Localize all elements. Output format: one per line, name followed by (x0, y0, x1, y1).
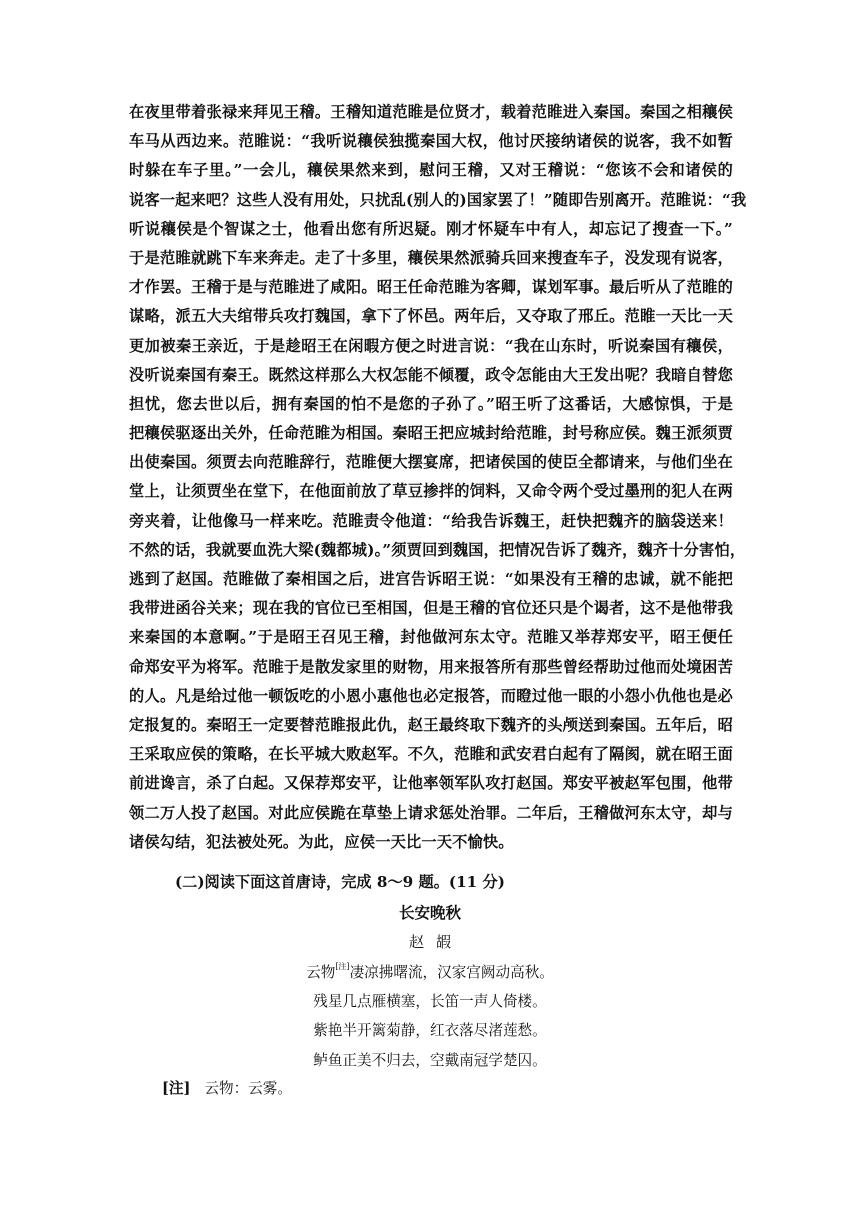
poem-body (0, 958, 860, 1075)
passage-line: 说客一起来吧？这些人没有用处，只扰乱(别人的)国家罢了！”随即告别离开。范睢说：“我 (129, 190, 747, 209)
passage-line: 把穰侯驱逐出关外，任命范睢为相国。秦昭王把应城封给范睢，封号称应侯。魏王派须贾 (129, 424, 733, 443)
passage-line: 在夜里带着张禄来拜见王稽。王稽知道范睢是位贤才，载着范睢进入秦国。秦国之相穰侯 (129, 103, 733, 121)
passage-line: 领二万人投了赵国。对此应侯跪在草垫上请求惩处治罪。二年后，王稽做河东太守，却与 (129, 803, 733, 822)
passage-line: 前进谗言，杀了白起。又保荐郑安平，让他率领军队攻打赵国。郑安平被赵军包围，他带 (129, 774, 733, 793)
footnote (162, 1075, 292, 1103)
translation-passage (129, 98, 747, 857)
passage-line: 诸侯勾结，犯法被处死。为此，应侯一天比一天不愉快。 (129, 832, 514, 851)
passage-line: 的人。凡是给过他一顿饭吃的小恩小惠他也必定报答，而瞪过他一眼的小怨小仇他也是必 (129, 686, 733, 705)
passage-line: 时躲在车子里。”一会儿，穰侯果然来到，慰问王稽，又对王稽说：“您该不会和诸侯的 (129, 161, 733, 180)
passage-line: 逃到了赵国。范睢做了秦相国之后，进宫告诉昭王说：“如果没有王稽的忠诚，就不能把 (129, 570, 733, 588)
poem-line-1-start: 云物 (306, 964, 336, 981)
passage-line: 车马从西边来。范睢说：“我听说穰侯独揽秦国大权，他讨厌接纳诸侯的说客，我不如暂 (129, 132, 733, 151)
passage-line: 王采取应侯的策略，在长平城大败赵军。不久，范睢和武安君白起有了隔阂，就在昭王面 (129, 745, 733, 764)
poem-line-1-rest: 凄凉拂曙流，汉家宫阙动高秋。 (349, 964, 554, 981)
passage-line: 来秦国的本意啊。”于是昭王召见王稽，封他做河东太守。范睢又举荐郑安平，昭王便任 (129, 628, 733, 647)
footnote-marker: [注] (335, 962, 350, 972)
footnote-tag: [注] (162, 1080, 191, 1097)
passage-line: 旁夹着，让他像马一样来吃。范睢责令他道：“给我告诉魏王，赶快把魏齐的脑袋送来！ (129, 511, 733, 530)
passage-line: 才作罢。王稽于是与范睢进了咸阳。昭王任命范睢为客卿，谋划军事。最后听从了范睢的 (129, 278, 733, 297)
passage-line: 出使秦国。须贾去向范睢辞行，范睢便大摆宴席，把诸侯国的使臣全都请来，与他们坐在 (129, 453, 733, 472)
poem-line-1 (0, 958, 860, 987)
footnote-text: 云物：云雾。 (204, 1080, 292, 1097)
passage-line: 没听说秦国有秦王。既然这样那么大权怎能不倾覆，政令怎能由大王发出呢？我暗自替您 (129, 365, 733, 384)
passage-line: 定报复的。秦昭王一定要替范睢报此仇，赵王最终取下魏齐的头颅送到秦国。五年后，昭 (129, 715, 733, 734)
section-heading: (二)阅读下面这首唐诗，完成 8～9 题。(11 分) (175, 873, 505, 891)
poem-line-4: 鲈鱼正美不归去，空戴南冠学楚囚。 (313, 1051, 547, 1069)
passage-line: 听说穰侯是个智谋之士，他看出您有所迟疑。刚才怀疑车中有人，却忘记了搜查一下。” (129, 219, 733, 238)
passage-line: 更加被秦王亲近，于是趁昭王在闲暇方便之时进言说：“我在山东时，听说秦国有穰侯， (129, 336, 733, 355)
poem-author: 赵嘏 (408, 933, 463, 951)
passage-line: 担忧，您去世以后，拥有秦国的怕不是您的子孙了。”昭王听了这番话，大感惊惧，于是 (129, 394, 733, 413)
passage-line: 堂上，让须贾坐在堂下，在他面前放了草豆掺拌的饲料，又命令两个受过墨刑的犯人在两 (129, 482, 733, 501)
poem-title: 长安晚秋 (398, 903, 461, 922)
passage-line: 不然的话，我就要血洗大梁(魏都城)。”须贾回到魏国，把情况告诉了魏齐，魏齐十分害怕， (129, 540, 746, 559)
passage-line: 谋略，派五大夫绾带兵攻打魏国，拿下了怀邑。两年后，又夺取了邢丘。范睢一天比一天 (129, 307, 733, 326)
passage-line: 我带进函谷关来；现在我的官位已至相国，但是王稽的官位还只是个谒者，这不是他带我 (129, 599, 733, 618)
passage-line: 于是范睢就跳下车来奔走。走了十多里，穰侯果然派骑兵回来搜查车子，没发现有说客， (129, 248, 733, 267)
passage-line: 命郑安平为将军。范睢于是散发家里的财物，用来报答所有那些曾经帮助过他而处境困苦 (129, 657, 733, 676)
poem-line-2: 残星几点雁横塞，长笛一声人倚楼。 (313, 993, 547, 1011)
poem-line-3: 紫艳半开篱菊静，红衣落尽渚莲愁。 (313, 1022, 547, 1040)
